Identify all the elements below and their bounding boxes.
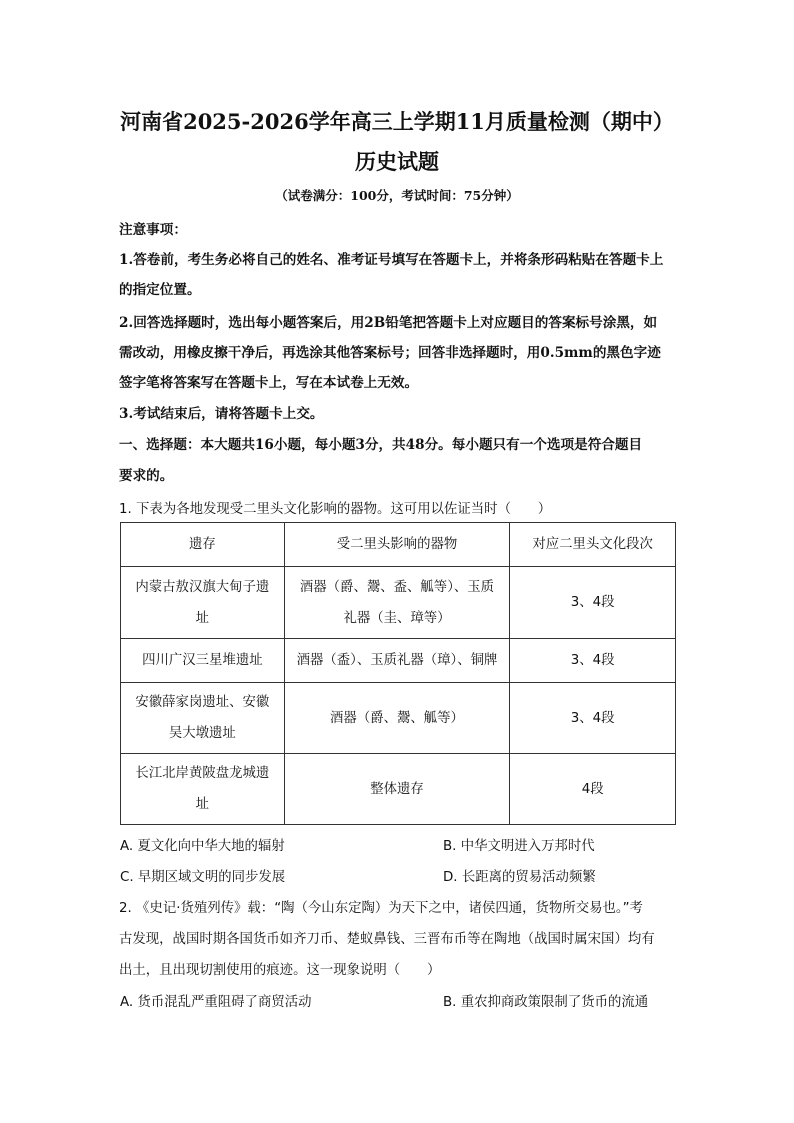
table-header-row [121,523,676,567]
table-row [121,683,676,754]
relics-table [120,522,676,825]
table-cell-items [284,567,510,639]
question-2-stem-cont2: 出土，且出现切割使用的痕迹。这一现象说明（ ） [119,963,441,978]
question-1-stem: 1. 下表为各地发现受二里头文化影响的器物。这可用以佐证当时（ ） [119,502,552,517]
q1-option-b: B. 中华文明进入万邦时代 [443,839,595,854]
q1-option-a: A. 夏文化向中华大地的辐射 [120,839,285,854]
q2-option-a: A. 货币混乱严重阻碍了商贸活动 [120,995,312,1010]
q2-option-b: B. 重农抑商政策限制了货币的流通 [443,995,649,1010]
exam-title: 河南省2025-2026学年高三上学期11月质量检测（期中） [120,109,674,134]
cell-text: 址 [195,610,210,626]
q1-option-d: D. 长距离的贸易活动频繁 [443,870,596,885]
exam-info: （试卷满分：100分，考试时间：75分钟） [275,188,519,203]
table-cell-items: 酒器（盉）、玉质礼器（璋）、铜牌 [284,639,510,683]
question-2-stem-cont: 古发现，战国时期各国货币如齐刀币、楚蚁鼻钱、三晋布币等在陶地（战国时属宋国）均有 [119,932,655,947]
table-cell-phase: 4段 [510,754,676,825]
notice-item-1: 1.答卷前，考生务必将自己的姓名、准考证号填写在答题卡上，并将条形码粘贴在答题卡上 [119,252,664,268]
notice-heading: 注意事项： [119,222,187,238]
question-2-stem: 2. 《史记·货殖列传》载：“陶（今山东定陶）为天下之中，诸侯四通，货物所交易也。”考 [119,901,643,916]
table-cell-phase: 3、4段 [510,639,676,683]
cell-text: 安徽薛家岗遗址、安徽 [135,695,270,710]
table-header-cell: 对应二里头文化段次 [510,523,676,567]
cell-text: 吴大墩遗址 [168,726,236,741]
section-heading-cont: 要求的。 [119,468,174,484]
cell-text: 长江北岸黄陂盘龙城遗 [135,766,270,781]
cell-text: 内蒙古敖汉旗大甸子遗 [135,579,270,595]
section-heading: 一、选择题：本大题共16小题，每小题3分，共48分。每小题只有一个选项是符合题目 [119,437,643,453]
table-cell-site [121,754,285,825]
table-row [121,754,676,825]
table-cell-site [121,567,285,639]
table-row [121,639,676,683]
cell-text: 酒器（爵、鬶、盉、觚等）、玉质 [299,579,495,595]
notice-item-3: 3.考试结束后，请将答题卡上交。 [119,406,324,422]
table-cell-phase: 3、4段 [510,567,676,639]
cell-text: 址 [195,797,210,812]
table-header-cell: 遗存 [121,523,285,567]
notice-item-1-cont: 的指定位置。 [119,282,201,298]
subject-title: 历史试题 [355,149,439,174]
table-header-cell: 受二里头影响的器物 [284,523,510,567]
notice-item-2: 2.回答选择题时，选出每小题答案后，用2B铅笔把答题卡上对应题目的答案标号涂黑，如 [119,315,658,331]
notice-item-2-cont2: 签字笔将答案写在答题卡上，写在本试卷上无效。 [119,375,419,391]
table-cell-site: 四川广汉三星堆遗址 [121,639,285,683]
table-cell-items: 整体遗存 [284,754,510,825]
table-cell-phase: 3、4段 [510,683,676,754]
table-cell-site [121,683,285,754]
table-row [121,567,676,639]
notice-item-2-cont: 需改动，用橡皮擦干净后，再选涂其他答案标号；回答非选择题时，用0.5mm的黑色字迹 [119,345,661,361]
q1-option-c: C. 早期区域文明的同步发展 [120,870,286,885]
cell-text: 礼器（圭、璋等） [343,610,451,626]
table-cell-items: 酒器（爵、鬶、觚等） [284,683,510,754]
